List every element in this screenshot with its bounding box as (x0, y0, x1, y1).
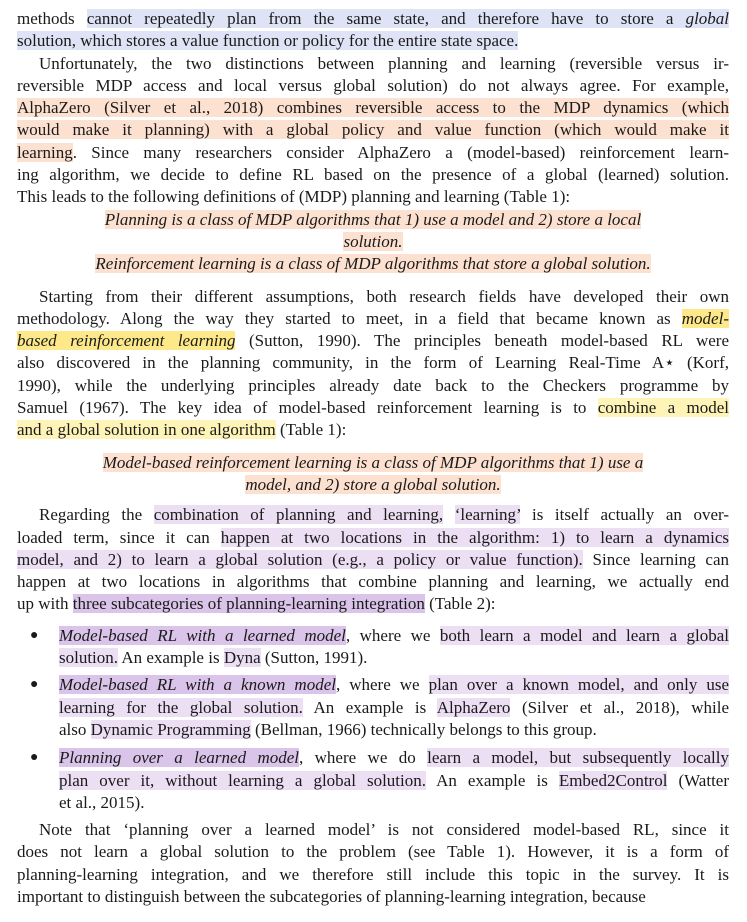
text-span: Since learning can (582, 549, 729, 569)
text-line (17, 286, 729, 308)
text-line (59, 625, 729, 647)
text-span: is itself actually an over- (520, 505, 729, 525)
highlighted-text: learn a model, but subsequently locally (427, 748, 729, 768)
text-span: reversible MDP access and local versus global solution) do not always agree. For example, (17, 75, 729, 95)
highlighted-text: both learn a model and learn a global (439, 625, 729, 645)
text-span: Starting from their different assumptions, both research fields have developed their own (39, 286, 729, 306)
text-span: loaded term, since it can (17, 527, 221, 547)
bullet-learned-model (17, 625, 729, 670)
bullet-known-model (17, 674, 729, 741)
text-span: Regarding the (39, 505, 154, 525)
text-line (17, 209, 729, 231)
text-line (17, 308, 729, 330)
text-line (17, 504, 729, 526)
text-span: also discovered in the planning community, in the form of Learning Real-Time A⋆ (Korf, (17, 353, 729, 373)
highlighted-text: ‘learning’ (454, 505, 521, 525)
highlighted-text: Model-based RL with a known model (59, 675, 336, 695)
text-span: (Watter (667, 770, 729, 790)
highlighted-text: combine a model (597, 398, 729, 418)
paragraph-distinctions (17, 53, 729, 209)
text-line (17, 330, 729, 352)
text-span: , where we do (299, 748, 428, 768)
text-span: . Since many researchers consider AlphaZero a (model-based) reinforcement learn- (72, 142, 729, 162)
highlighted-text: based reinforcement learning (17, 331, 236, 351)
text-span: methods (17, 9, 87, 28)
text-line (59, 792, 729, 814)
highlighted-text: Dynamic Programming (90, 719, 251, 739)
highlighted-text: model- (681, 308, 729, 328)
text-line (17, 886, 729, 908)
text-line (59, 719, 729, 741)
text-line (17, 549, 729, 571)
text-line (17, 474, 729, 496)
text-span: (Bellman, 1966) technically belongs to this group. (250, 719, 597, 739)
highlighted-text: cannot repeatedly plan from the same state, and therefore have to store a (86, 9, 686, 28)
highlighted-text: solution. (343, 231, 403, 251)
text-span: (Table 1): (275, 420, 347, 440)
highlighted-text: plan over a known model, and only use (428, 675, 729, 695)
text-line (59, 770, 729, 792)
text-line (17, 119, 729, 141)
highlighted-text: Model-based reinforcement learning is a class of MDP algorithms that 1) use a (102, 452, 644, 472)
text-span: Samuel (1967). The key idea of model-based reinforcement learning is to (17, 398, 598, 418)
text-line (17, 8, 729, 30)
text-line (17, 231, 729, 253)
document-page (17, 8, 729, 908)
text-line (59, 697, 729, 719)
text-span: important to distinguish between the subcategories of planning-learning integration, because (17, 886, 646, 906)
text-line (17, 352, 729, 374)
text-line (17, 864, 729, 886)
text-span: methodology. Along the way they started to meet, in a field that became known as (17, 308, 682, 328)
text-line (17, 186, 729, 208)
highlighted-text: model, and 2) store a global solution. (245, 474, 501, 494)
text-span: happen at two locations in algorithms that combine planning and learning, we actually end (17, 572, 729, 592)
text-span: also (59, 719, 91, 739)
highlighted-text: model, and 2) to learn a global solution (e.g., a policy or value function). (17, 549, 583, 569)
text-span: ing algorithm, we decide to define RL based on the presence of a global (learned) solution. (17, 165, 729, 185)
highlighted-text: Embed2Control (558, 770, 668, 790)
text-span: This leads to the following definitions of (MDP) planning and learning (Table 1): (17, 187, 571, 207)
highlighted-text: learning for the global solution. (59, 697, 303, 717)
text-span: (Sutton, 1990). The principles beneath model-based RL were (235, 331, 729, 351)
text-line (17, 452, 729, 474)
text-span: An example is (426, 770, 559, 790)
text-line (17, 375, 729, 397)
text-span: planning-learning integration, and we therefore still include this topic in the survey. It is (17, 864, 729, 884)
definition-model-based-rl (17, 452, 729, 497)
text-line (17, 593, 729, 615)
text-span (443, 505, 455, 524)
paragraph-model-based-rl (17, 286, 729, 442)
text-span: (Table 2): (424, 594, 496, 614)
text-line (17, 97, 729, 119)
highlighted-text: solution, which stores a value function or policy for the entire state space. (17, 31, 519, 51)
text-line (17, 253, 729, 275)
text-span: (Silver et al., 2018), while (510, 697, 729, 717)
text-span: 1990), while the underlying principles already date back to the Checkers programme by (17, 375, 729, 395)
highlighted-text: Reinforcement learning is a class of MDP algorithms that store a global solution. (95, 254, 651, 274)
highlighted-text: Model-based RL with a learned model (59, 625, 346, 645)
highlighted-text: Planning over a learned model (59, 748, 300, 768)
text-span: does not learn a global solution to the problem (see Table 1). However, it is a form of (17, 842, 729, 862)
text-line (17, 819, 729, 841)
highlighted-text: would make it planning) with a global policy and value function (which would make it (17, 120, 729, 140)
text-span: Unfortunately, the two distinctions between planning and learning (reversible versus ir- (39, 53, 729, 73)
paragraph-continuation (17, 8, 729, 53)
highlighted-text: Planning is a class of MDP algorithms that 1) use a model and 2) store a local (104, 209, 642, 229)
text-line (17, 164, 729, 186)
text-line (17, 75, 729, 97)
text-span: , where we (335, 675, 429, 695)
bullet-icon: ● (30, 750, 39, 766)
text-line (17, 397, 729, 419)
definition-reinforcement-learning (17, 253, 729, 275)
paragraph-combination (17, 504, 729, 615)
paragraph-note (17, 819, 729, 908)
bullet-icon: ● (30, 627, 39, 643)
text-span: (Sutton, 1991). (260, 648, 368, 668)
highlighted-text: plan over it, without learning a global solution. (59, 770, 426, 790)
highlighted-text: three subcategories of planning-learning integration (72, 594, 425, 614)
highlighted-text: AlphaZero (Silver et al., 2018) combines reversible access to the MDP dynamics (which (17, 98, 729, 118)
text-line (59, 647, 729, 669)
highlighted-text: global (685, 9, 729, 28)
definition-planning (17, 209, 729, 254)
text-line (59, 674, 729, 696)
highlighted-text: and a global solution in one algorithm (17, 420, 276, 440)
bullet-planning-over-learned-model (17, 747, 729, 814)
text-line (17, 419, 729, 441)
text-line (17, 142, 729, 164)
text-span: , where we (345, 625, 440, 645)
text-line (17, 53, 729, 75)
highlighted-text: happen at two locations in the algorithm: 1) to learn a dynamics (220, 527, 729, 547)
highlighted-text: AlphaZero (436, 697, 511, 717)
bullet-icon: ● (30, 677, 39, 693)
highlighted-text: solution. (59, 648, 119, 668)
highlighted-text: learning (17, 142, 73, 162)
text-span: Note that ‘planning over a learned model’ is not considered model-based RL, since it (39, 820, 729, 840)
text-span: An example is (118, 648, 224, 668)
text-span: et al., 2015). (59, 792, 145, 812)
highlighted-text: Dyna (223, 648, 261, 668)
text-span: An example is (302, 697, 437, 717)
text-line (59, 747, 729, 769)
text-line (17, 30, 729, 52)
text-line (17, 841, 729, 863)
text-line (17, 527, 729, 549)
text-line (17, 571, 729, 593)
highlighted-text: combination of planning and learning, (153, 505, 444, 525)
text-span: up with (17, 594, 73, 614)
